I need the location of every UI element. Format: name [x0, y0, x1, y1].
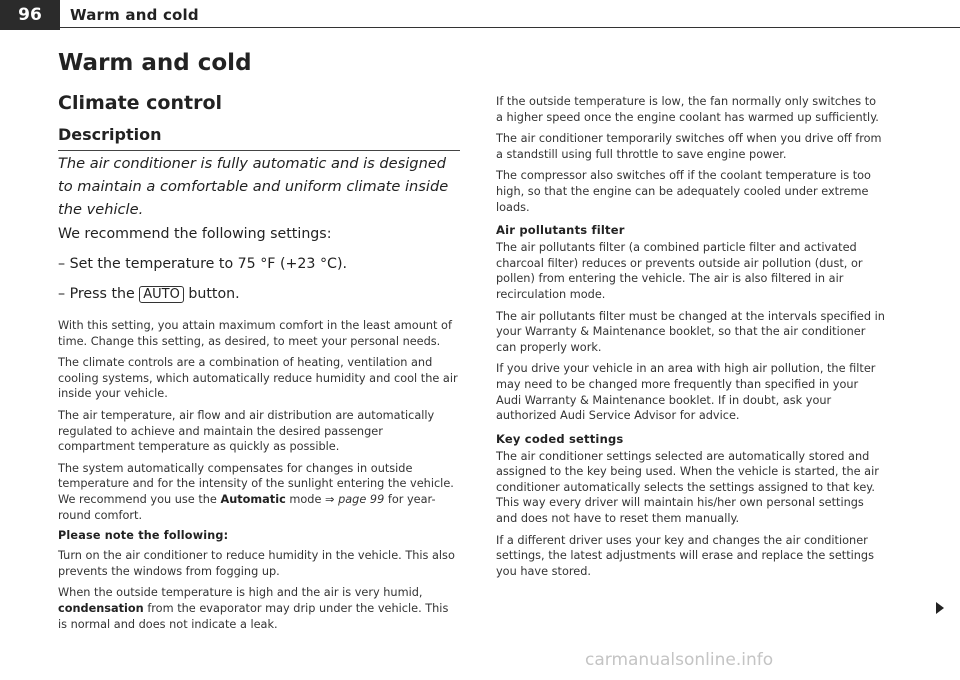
left-paragraph-4-pre: The system automatically compensates for changes in outside temperature and for the intensity of the sunlight entering the vehicle. We recommend you use the	[58, 461, 454, 506]
page-number: 96	[0, 0, 60, 30]
right-block	[496, 94, 886, 579]
left-paragraph-6-post: from the evaporator may drip under the vehicle. This is normal and does not indicate a leak.	[58, 601, 449, 631]
recommend-item-auto-post: button.	[188, 286, 240, 302]
recommend-item-auto-pre: – Press the	[58, 286, 135, 302]
left-paragraph-4-mid: mode	[289, 492, 322, 506]
left-paragraph-2: The climate controls are a combination of heating, ventilation and cooling systems, which automatically reduce humidity and cool the air inside your vehicle.	[58, 356, 458, 401]
note-heading: Please note the following:	[58, 529, 229, 543]
left-paragraph-5: Turn on the air conditioner to reduce humidity in the vehicle. This also prevents the windows from fogging up.	[58, 549, 455, 578]
left-paragraph-6-pre: When the outside temperature is high and the air is very humid,	[58, 586, 423, 600]
recommend-item-temperature: – Set the temperature to 75 °F (+23 °C).	[58, 256, 348, 272]
page-header	[0, 0, 960, 30]
intro-paragraph: The air conditioner is fully automatic and is designed to maintain a comfortable and uniform climate inside the vehicle.	[58, 155, 449, 218]
condensation-bold: condensation	[58, 601, 144, 615]
key-coded-settings-heading: Key coded settings	[496, 431, 624, 446]
page-reference-link[interactable]: ⇒ page 99	[325, 492, 385, 506]
right-paragraph-6: If you drive your vehicle in an area with high air pollution, the filter may need to be changed more frequently than specified in your Audi Warranty & Maintenance booklet. If in doubt, ask your authorized Audi Service Advisor for advice.	[496, 362, 876, 423]
left-paragraph-6	[58, 585, 460, 632]
subsection-heading: Description	[58, 125, 162, 144]
right-paragraph-1: If the outside temperature is low, the fan normally only switches to a higher speed once the engine coolant has warmed up sufficiently.	[496, 95, 879, 124]
auto-button-label: AUTO	[139, 286, 184, 303]
left-block	[58, 318, 460, 632]
automatic-mode-bold: Automatic	[220, 492, 286, 506]
left-paragraph-3: The air temperature, air flow and air distribution are automatically regulated to achieve and maintain the desired passenger compartment temperature as quickly as possible.	[58, 408, 435, 454]
left-paragraph-4-post: for year-round comfort.	[58, 492, 436, 522]
recommend-item-auto	[58, 286, 460, 302]
air-pollutants-filter-heading: Air pollutants filter	[496, 223, 625, 238]
watermark: carmanualsonline.info	[585, 650, 774, 670]
right-paragraph-5: The air pollutants filter must be changed at the intervals specified in your Warranty & Maintenance booklet, so that the air conditioner can properly work.	[496, 309, 885, 354]
running-section-title: Warm and cold	[70, 6, 199, 24]
header-rule	[60, 27, 960, 28]
continue-arrow-icon	[936, 602, 944, 614]
left-paragraph-4	[58, 461, 460, 523]
right-paragraph-3: The compressor also switches off if the coolant temperature is too high, so that the engine can be adequately cooled under extreme loads.	[496, 169, 871, 214]
section-title: Climate control	[58, 92, 223, 114]
right-paragraph-2: The air conditioner temporarily switches off when you drive off from a standstill using full throttle to save engine power.	[496, 132, 882, 161]
right-paragraph-7: The air conditioner settings selected are automatically stored and assigned to the key being used. When the vehicle is started, the air conditioner automatically selects the settings assigned to that key. This way every driver will maintain his/her own personal settings and does not have to reset them manually.	[496, 449, 879, 526]
right-paragraph-8: If a different driver uses your key and changes the air conditioner settings, the latest adjustments will erase and replace the settings you have stored.	[496, 533, 874, 578]
left-paragraph-1: With this setting, you attain maximum comfort in the least amount of time. Change this setting, as desired, to meet your personal needs.	[58, 319, 452, 348]
right-paragraph-4: The air pollutants filter (a combined particle filter and activated charcoal filter) reduces or prevents outside air pollution (dust, or pollen) from entering the vehicle. The air is also filtered in air recirculation mode.	[496, 241, 863, 301]
chapter-title: Warm and cold	[58, 50, 252, 76]
recommend-lead: We recommend the following settings:	[58, 226, 332, 242]
subsection-heading-wrap	[58, 125, 460, 151]
